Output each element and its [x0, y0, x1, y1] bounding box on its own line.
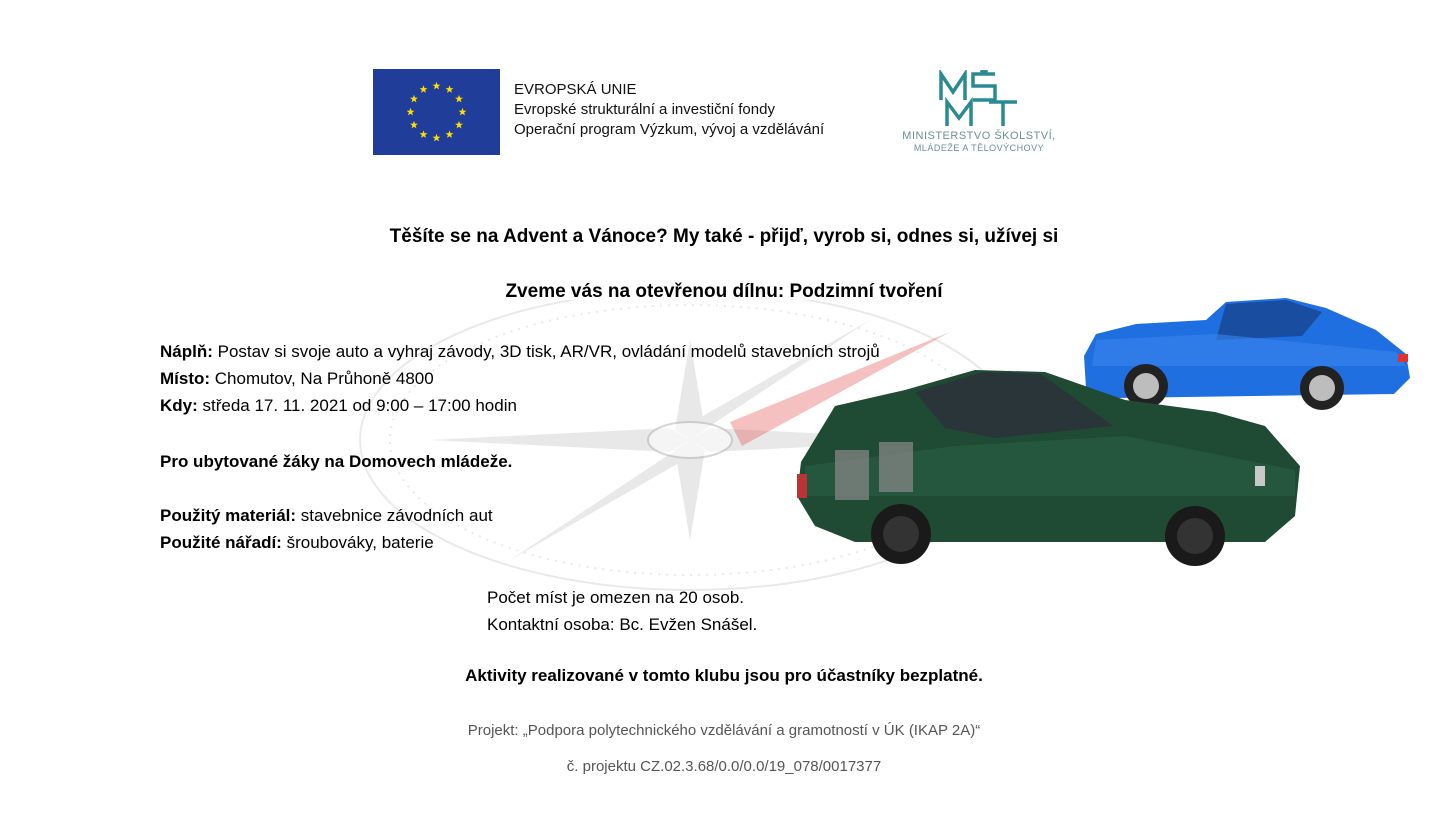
msmt-logo-icon [937, 70, 1021, 128]
material-line [160, 502, 493, 529]
eu-programme-line: Operační program Výzkum, vývoj a vzdělávání [514, 121, 825, 138]
tools-label: Použité nářadí: [160, 533, 282, 552]
place-label: Místo: [160, 369, 211, 388]
tools-value: šroubováky, baterie [281, 533, 434, 552]
place-value: Chomutov, Na Průhoně 4800 [210, 369, 434, 388]
when-line [160, 392, 880, 419]
boarders-note: Pro ubytované žáky na Domovech mládeže. [160, 452, 513, 471]
free-activities-note: Aktivity realizované v tomto klubu jsou pro účastníky bezplatné. [465, 666, 983, 685]
tools-line [160, 529, 493, 556]
when-label: Kdy: [160, 396, 198, 415]
workshop-heading: Zveme vás na otevřenou dílnu: Podzimní tvoření [505, 281, 943, 302]
msmt-line1: MINISTERSTVO ŠKOLSTVÍ, [902, 130, 1056, 142]
content-label: Náplň: [160, 342, 213, 361]
eu-flag-logo [373, 69, 500, 155]
materials-info [160, 502, 493, 556]
when-value: středa 17. 11. 2021 od 9:00 – 17:00 hodin [197, 396, 517, 415]
project-name: Projekt: „Podpora polytechnického vzdělávání a gramotností v ÚK (IKAP 2A)“ [467, 722, 981, 739]
content-line [160, 338, 880, 365]
capacity-line: Počet míst je omezen na 20 osob. [487, 588, 745, 607]
project-number: č. projektu CZ.02.3.68/0.0/0.0/19_078/0017377 [566, 758, 882, 775]
contact-line: Kontaktní osoba: Bc. Evžen Snášel. [487, 615, 758, 634]
invitation-heading: Těšíte se na Advent a Vánoce? My také - přijď, vyrob si, odnes si, užívej si [389, 226, 1059, 247]
content-value: Postav si svoje auto a vyhraj závody, 3D tisk, AR/VR, ovládání modelů stavebních strojů [212, 342, 880, 361]
material-value: stavebnice závodních aut [296, 506, 493, 525]
eu-logo-text [514, 80, 824, 140]
capacity-contact [487, 584, 757, 638]
eu-title: EVROPSKÁ UNIE [514, 81, 637, 98]
material-label: Použitý materiál: [160, 506, 297, 525]
eu-funds-line: Evropské strukturální a investiční fondy [514, 101, 775, 118]
msmt-line2: MLÁDEŽE A TĚLOVÝCHOVY [913, 143, 1045, 153]
place-line [160, 365, 880, 392]
event-info [160, 338, 880, 419]
msmt-logo-text [890, 130, 1068, 154]
